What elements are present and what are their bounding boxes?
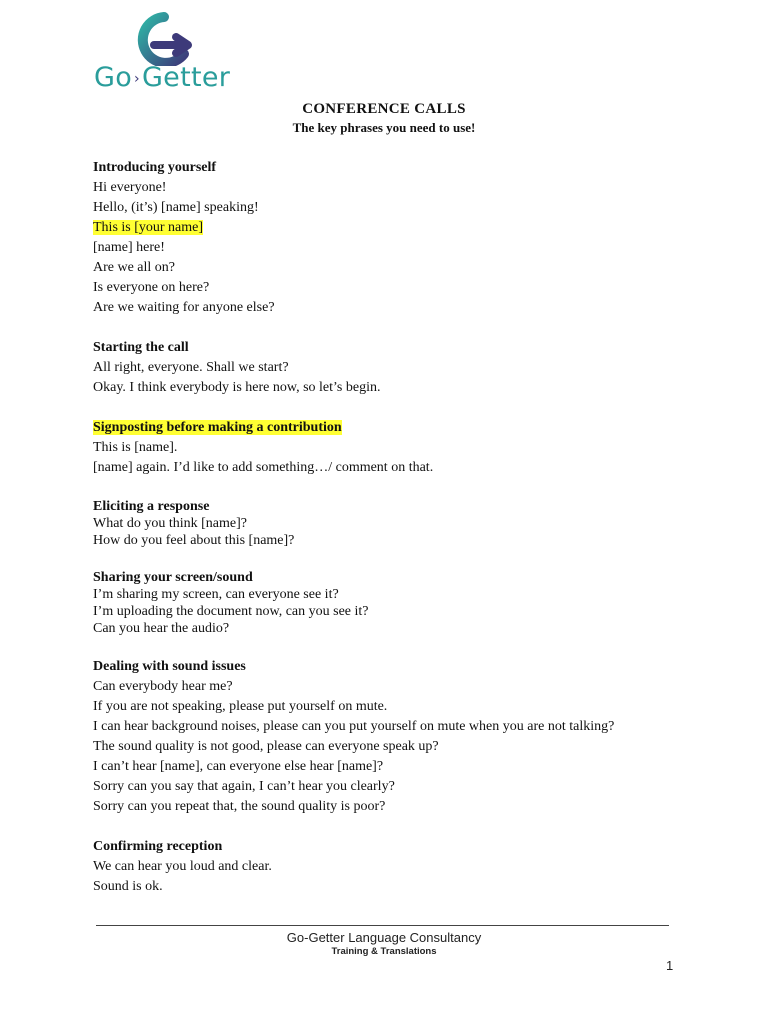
phrase-line: Are we waiting for anyone else? — [93, 300, 275, 315]
phrase-line: I can hear background noises, please can you put yourself on mute when you are not talking? — [93, 719, 615, 734]
go-getter-g-icon — [92, 8, 242, 66]
phrase-line: How do you feel about this [name]? — [93, 533, 295, 548]
phrase-line: I’m uploading the document now, can you see it? — [93, 604, 369, 619]
section-heading: Introducing yourself — [93, 160, 217, 175]
phrase-line: Sorry can you say that again, I can’t hear you clearly? — [93, 779, 395, 794]
section-eliciting-a-response — [93, 498, 693, 549]
phrase-line: I’m sharing my screen, can everyone see it? — [93, 587, 339, 602]
phrase-line: Can you hear the audio? — [93, 621, 230, 636]
phrase-line: Hello, (it’s) [name] speaking! — [93, 200, 259, 215]
phrase-line: We can hear you loud and clear. — [93, 859, 272, 874]
phrase-line: If you are not speaking, please put yourself on mute. — [93, 699, 388, 714]
phrase-line: The sound quality is not good, please can everyone speak up? — [93, 739, 439, 754]
phrase-line: This is [name]. — [93, 440, 178, 455]
phrase-line: What do you think [name]? — [93, 516, 247, 531]
footer-divider — [96, 925, 669, 926]
section-confirming-reception — [93, 837, 693, 897]
section-heading: Eliciting a response — [93, 499, 210, 514]
section-heading: Sharing your screen/sound — [93, 570, 253, 585]
footer-services: Training & Translations — [331, 946, 437, 957]
phrase-line: Can everybody hear me? — [93, 679, 233, 694]
phrase-line: Sound is ok. — [93, 879, 163, 894]
section-heading: Dealing with sound issues — [93, 659, 246, 674]
company-logo — [92, 8, 242, 98]
phrase-line: Hi everyone! — [93, 180, 167, 195]
phrase-line: [name] again. I’d like to add something…/ comment on that. — [93, 460, 434, 475]
phrase-line: All right, everyone. Shall we start? — [93, 360, 289, 375]
document-title: CONFERENCE CALLS — [302, 101, 466, 117]
logo-word-getter: Getter — [141, 62, 231, 93]
page-number: 1 — [666, 958, 674, 973]
phrase-line: [name] here! — [93, 240, 165, 255]
phrase-line: Is everyone on here? — [93, 280, 210, 295]
section-introducing-yourself — [93, 158, 693, 318]
logo-wordmark — [94, 62, 230, 93]
phrase-line: I can’t hear [name], can everyone else hear [name]? — [93, 759, 384, 774]
highlighted-phrase: This is [your name] — [93, 220, 204, 235]
phrase-line: Okay. I think everybody is here now, so let’s begin. — [93, 380, 381, 395]
logo-word-go: Go — [94, 62, 133, 93]
document-subtitle: The key phrases you need to use! — [292, 120, 476, 135]
section-sharing-screen-sound — [93, 569, 693, 637]
phrase-line: Sorry can you repeat that, the sound quality is poor? — [93, 799, 386, 814]
phrase-sections — [93, 158, 693, 917]
phrase-line: Are we all on? — [93, 260, 176, 275]
section-signposting — [93, 418, 693, 478]
footer-company-name: Go-Getter Language Consultancy — [286, 930, 482, 945]
section-heading: Starting the call — [93, 340, 189, 355]
section-heading: Confirming reception — [93, 839, 223, 854]
highlighted-section-heading: Signposting before making a contribution — [93, 420, 342, 435]
section-starting-the-call — [93, 338, 693, 398]
section-dealing-with-sound-issues — [93, 657, 693, 817]
chevron-right-icon: › — [134, 70, 140, 87]
